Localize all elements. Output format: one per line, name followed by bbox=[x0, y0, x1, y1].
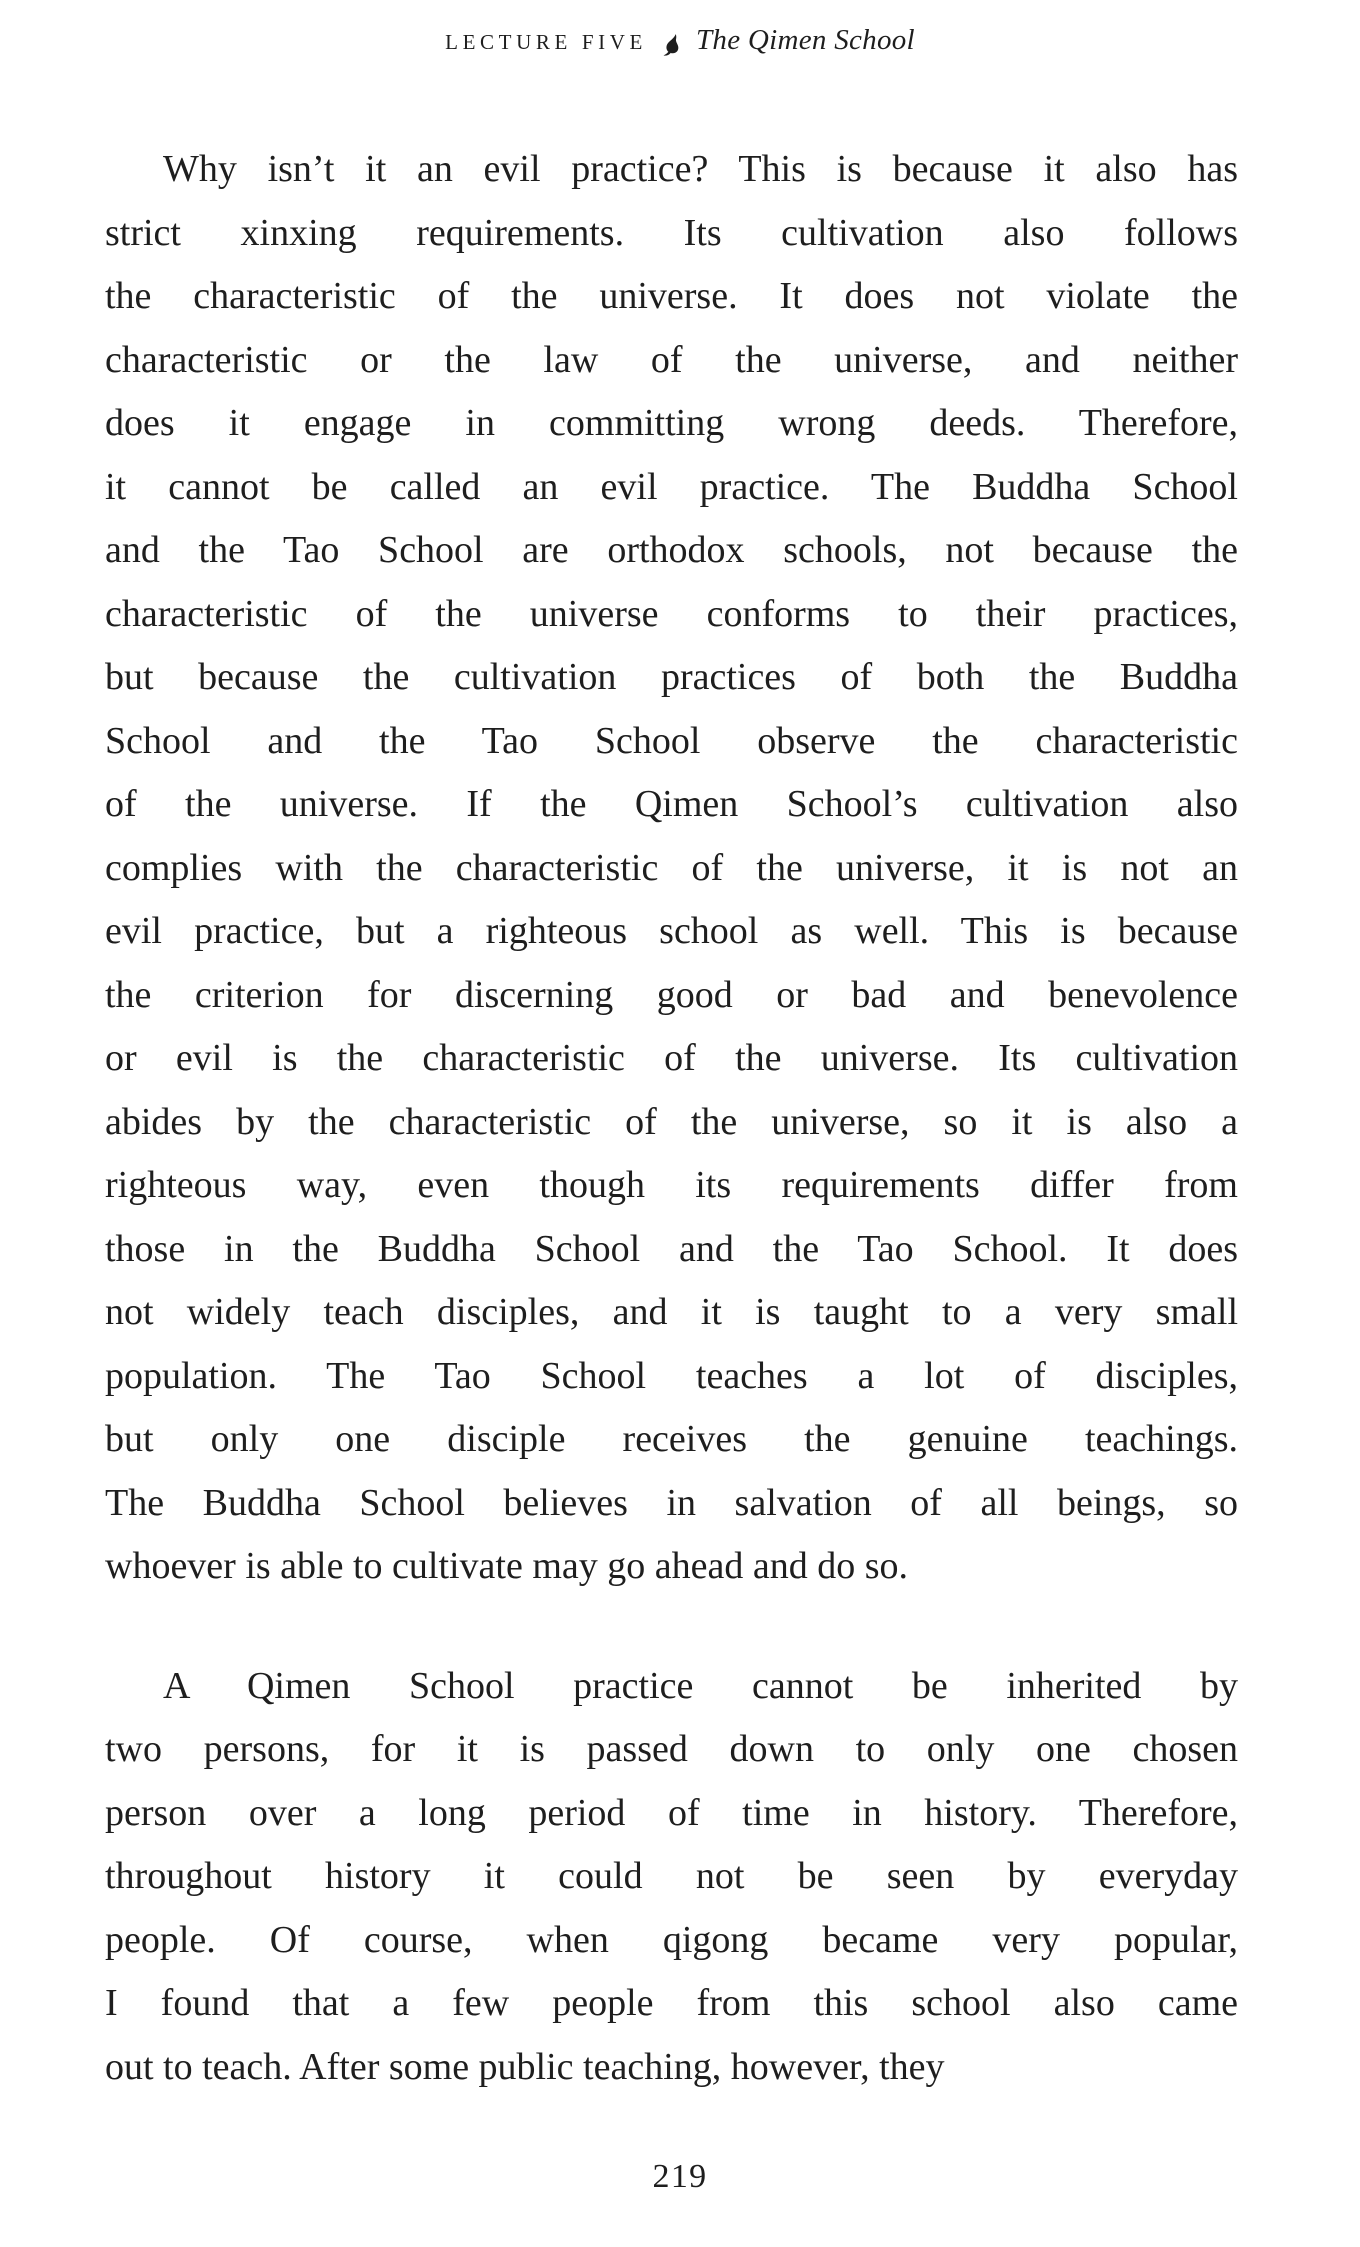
text-line: out to teach. After some public teaching, however, they bbox=[105, 2045, 945, 2088]
text-line: it cannot be called an evil practice. The Buddha School bbox=[105, 465, 1238, 508]
running-head-title: The Qimen School bbox=[695, 24, 915, 56]
text-line: but only one disciple receives the genuine teachings. bbox=[105, 1418, 1238, 1460]
text-line: abides by the characteristic of the universe, so it is also a bbox=[105, 1100, 1238, 1143]
text-line: complies with the characteristic of the universe, it is not an bbox=[105, 846, 1238, 889]
text-line: or evil is the characteristic of the universe. Its cultivation bbox=[105, 1037, 1238, 1079]
text-line: characteristic of the universe conforms to their practices, bbox=[105, 592, 1238, 635]
text-line: The Buddha School believes in salvation of all beings, so bbox=[105, 1481, 1238, 1524]
text-line: righteous way, even though its requirements differ from bbox=[105, 1164, 1238, 1206]
text-line: person over a long period of time in history. Therefore, bbox=[105, 1791, 1238, 1834]
text-line: those in the Buddha School and the Tao School. It does bbox=[105, 1227, 1238, 1270]
text-line: throughout history it could not be seen by everyday bbox=[105, 1855, 1238, 1897]
page-number: 219 bbox=[652, 2158, 708, 2195]
text-line: I found that a few people from this school also came bbox=[105, 1982, 1238, 2024]
text-line: A Qimen School practice cannot be inherited by bbox=[163, 1664, 1238, 1707]
paragraph bbox=[105, 138, 1238, 1599]
running-head bbox=[0, 24, 1360, 57]
paragraph bbox=[105, 1655, 1238, 2100]
text-line: of the universe. If the Qimen School’s cultivation also bbox=[105, 783, 1238, 825]
text-line: population. The Tao School teaches a lot of disciples, bbox=[105, 1354, 1238, 1397]
text-line: School and the Tao School observe the characteristic bbox=[105, 719, 1238, 762]
running-head-section: LECTURE FIVE bbox=[445, 30, 647, 54]
body-text bbox=[105, 138, 1238, 2099]
text-line: strict xinxing requirements. Its cultivation also follows bbox=[105, 211, 1238, 254]
fleuron-leaf-icon bbox=[661, 32, 682, 58]
text-line: characteristic or the law of the universe, and neither bbox=[105, 338, 1238, 381]
text-line: the characteristic of the universe. It does not violate the bbox=[105, 275, 1238, 317]
text-line: and the Tao School are orthodox schools, not because the bbox=[105, 529, 1238, 571]
text-line: does it engage in committing wrong deeds. Therefore, bbox=[105, 402, 1238, 444]
text-line: whoever is able to cultivate may go ahead and do so. bbox=[105, 1545, 909, 1587]
text-line: but because the cultivation practices of both the Buddha bbox=[105, 656, 1238, 698]
text-line: the criterion for discerning good or bad and benevolence bbox=[105, 973, 1238, 1016]
text-line: evil practice, but a righteous school as well. This is because bbox=[105, 910, 1238, 952]
text-line: two persons, for it is passed down to only one chosen bbox=[105, 1728, 1238, 1770]
text-line: people. Of course, when qigong became very popular, bbox=[105, 1918, 1238, 1961]
text-line: not widely teach disciples, and it is taught to a very small bbox=[105, 1291, 1238, 1333]
text-line: Why isn’t it an evil practice? This is because it also has bbox=[163, 148, 1238, 190]
